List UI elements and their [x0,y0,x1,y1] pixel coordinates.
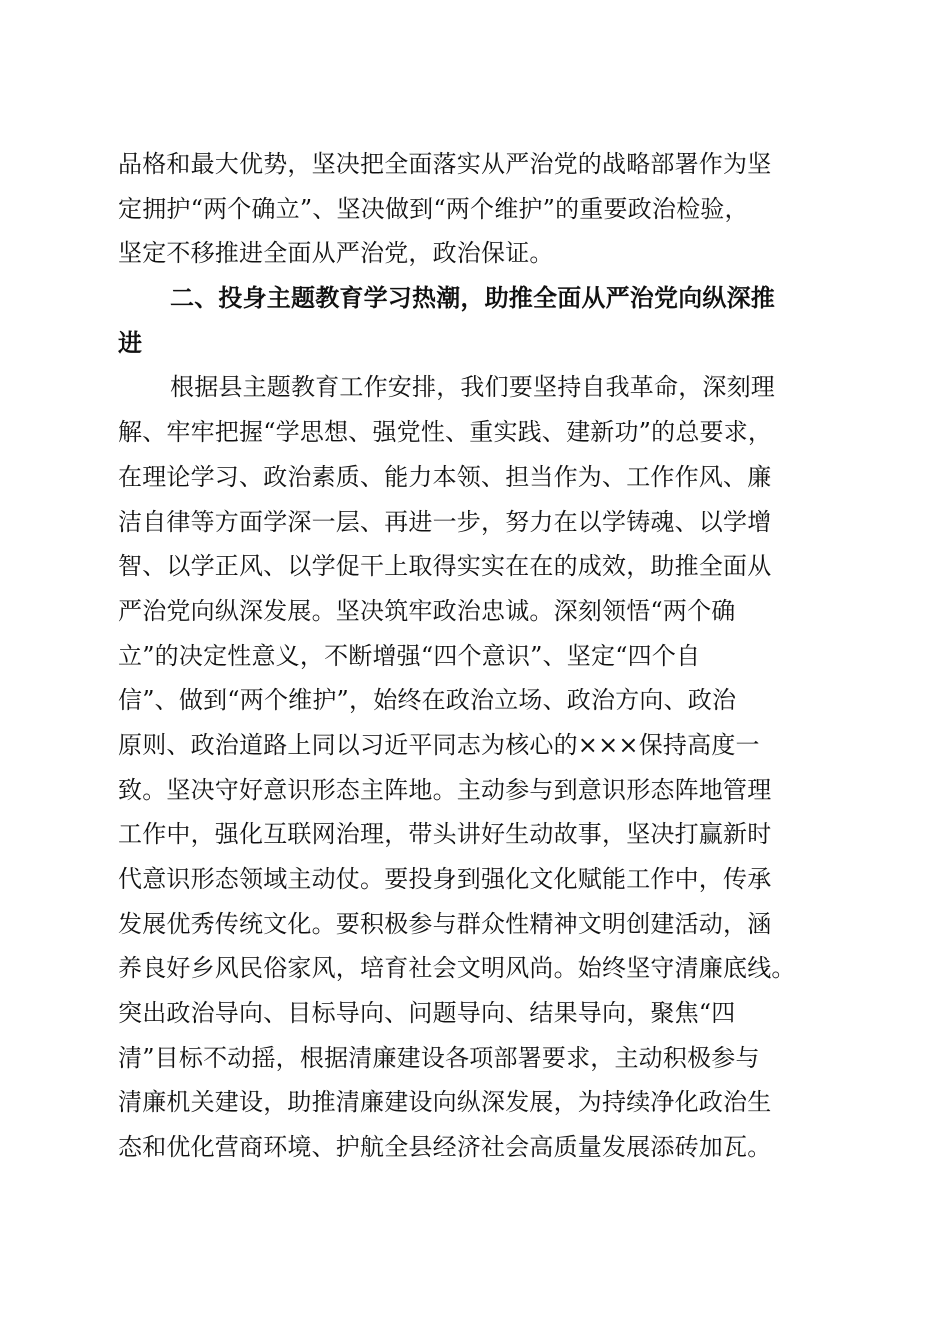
text-line: 定拥护“两个确立”、坚决做到“两个维护”的重要政治检验， [118,194,749,223]
text-line: 清”目标不动摇，根据清廉建设各项部署要求，主动积极参与 [118,1043,760,1072]
section-heading-2 [118,276,833,365]
text-line: 态和优化营商环境、护航全县经济社会高质量发展添砖加瓦。 [118,1133,772,1162]
text-line: 养良好乡风民俗家风，培育社会文明风尚。始终坚守清廉底线。 [118,954,796,983]
text-line: 坚定不移推进全面从严治党，政治保证。 [118,239,554,268]
heading-line: 二、投身主题教育学习热潮，助推全面从严治党向纵深推 [170,284,775,313]
text-line: 品格和最大优势，坚决把全面落实从严治党的战略部署作为坚 [118,150,772,178]
paragraph-2 [118,365,833,1169]
text-line: 解、牢牢把握“学思想、强党性、重实践、建新功”的总要求， [118,418,773,447]
heading-line: 进 [118,328,143,357]
text-line: 原则、政治道路上同以习近平同志为核心的×××保持高度一 [118,730,760,759]
text-line: 根据县主题教育工作安排，我们要坚持自我革命，深刻理 [170,373,775,402]
text-line: 在理论学习、政治素质、能力本领、担当作为、工作作风、廉 [118,462,772,491]
document-body [118,142,833,1170]
text-line: 突出政治导向、目标导向、问题导向、结果导向，聚焦“四 [118,999,736,1028]
text-line: 清廉机关建设，助推清廉建设向纵深发展，为持续净化政治生 [118,1088,772,1117]
text-line: 严治党向纵深发展。坚决筑牢政治忠诚。深刻领悟“两个确 [118,596,736,625]
text-line: 智、以学正风、以学促干上取得实实在在的成效，助推全面从 [118,552,772,581]
text-line: 代意识形态领域主动仗。要投身到强化文化赋能工作中，传承 [118,865,772,893]
text-line: 立”的决定性意义，不断增强“四个意识”、坚定“四个自 [118,641,701,670]
text-line: 信”、做到“两个维护”，始终在政治立场、政治方向、政治 [118,686,737,715]
text-line: 工作中，强化互联网治理，带头讲好生动故事，坚决打赢新时 [118,820,772,849]
text-line: 致。坚决守好意识形态主阵地。主动参与到意识形态阵地管理 [118,775,772,804]
paragraph-1 [118,142,833,276]
text-line: 洁自律等方面学深一层、再进一步，努力在以学铸魂、以学增 [118,507,772,536]
text-line: 发展优秀传统文化。要积极参与群众性精神文明创建活动，涵 [118,909,772,938]
